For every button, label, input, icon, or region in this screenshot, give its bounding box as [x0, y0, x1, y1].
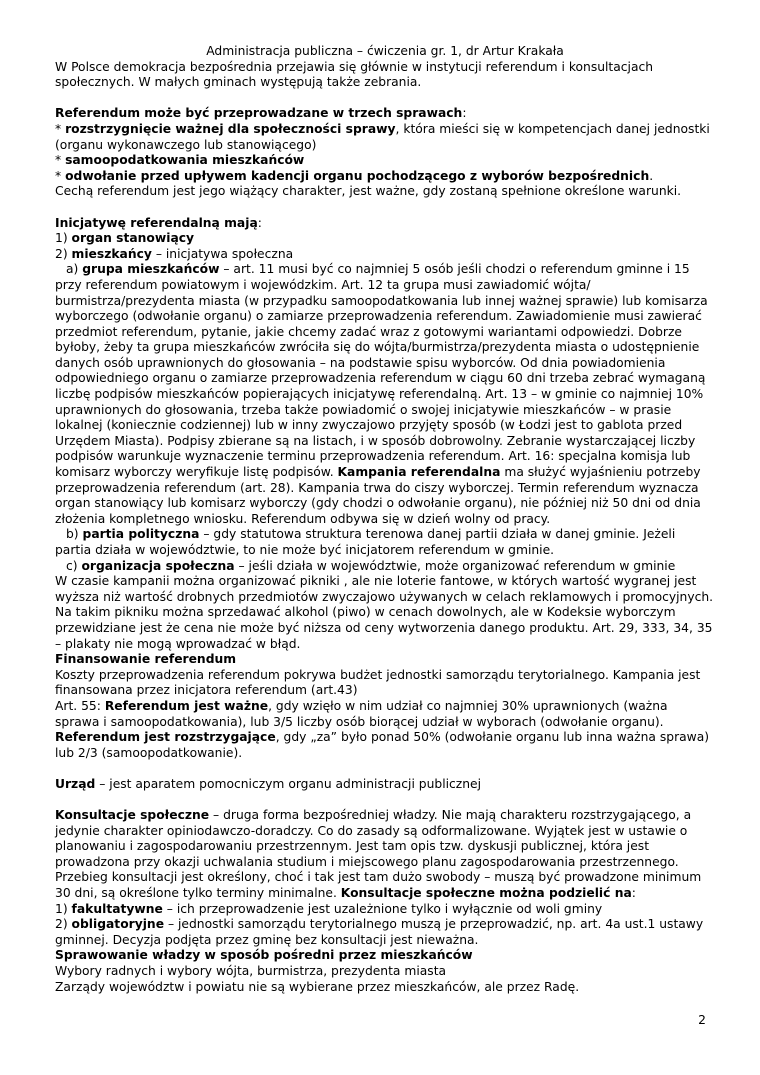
indirect-power-line-1: Wybory radnych i wybory wójta, burmistrza, prezydenta miasta: [55, 964, 447, 979]
indirect-power-heading: Sprawowanie władzy w sposób pośredni przez mieszkańców: [55, 948, 473, 963]
referendum-validity: Art. 55: Referendum jest ważne, gdy wzięło w nim udział co najmniej 30% uprawnionych (ważna sprawa i samoopodatkowania), lub 3/5 liczby osób biorącej udział w wyborach (odwołanie organu).: [55, 698, 668, 729]
consultations-item-2: 2) obligatoryjne – jednostki samorządu terytorialnego muszą je przeprowadzić, np. art. 4a ust.1 ustawy gminnej. Decyzja podjęta przez gminę bez konsultacji jest nieważna.: [55, 917, 704, 947]
document-body: [55, 44, 715, 995]
office-paragraph: Urząd – jest aparatem pomocniczym organu administracji publicznej: [55, 776, 482, 791]
document-header: Administracja publiczna – ćwiczenia gr. 1, dr Artur Krakała: [206, 44, 564, 58]
initiative-heading: Inicjatywę referendalną mają:: [55, 215, 262, 230]
initiative-item-b: b) partia polityczna – gdy statutowa struktura terenowa danej partii działa w danej gminie. Jeżeli partia działa w województwie, to nie może być inicjatorem referendum w gminie.: [55, 527, 676, 557]
referendum-closing: Cechą referendum jest jego wiążący charakter, jest ważne, gdy zostaną spełnione określone warunki.: [55, 184, 682, 199]
campaign-paragraph: W czasie kampanii można organizować pikniki , ale nie loterie fantowe, w których wartość wygranej jest wyższa niż wartość drobnych przedmiotów zwyczajowo używanych w celach reklamowych i promocyjnych. Na takim pikniku można sprzedawać alkohol (piwo) w cenach dowolnych, ale w Kodeksie wyborczym przewidziane jest że cena nie może być niższa od ceny wytworzenia danego produktu. Art. 29, 333, 34, 35 – plakaty nie mogą wprowadzać w błąd.: [55, 574, 714, 651]
referendum-matter-1: * rozstrzygnięcie ważnej dla społeczności sprawy, która mieści się w kompetencjach danej jednostki (organu wykonawczego lub stanowiącego): [55, 121, 710, 152]
consultations-item-1: 1) fakultatywne – ich przeprowadzenie jest uzależnione tylko i wyłącznie od woli gminy: [55, 901, 603, 916]
financing-heading: Finansowanie referendum: [55, 652, 237, 667]
spacer: [55, 200, 715, 216]
referendum-matters-heading: Referendum może być przeprowadzane w trzech sprawach:: [55, 106, 467, 121]
financing-paragraph: Koszty przeprowadzenia referendum pokrywa budżet jednostki samorządu terytorialnego. Kampania jest finansowana przez inicjatora referendum (art.43): [55, 667, 701, 698]
referendum-matter-2: * samoopodatkowania mieszkańców: [55, 153, 305, 168]
initiative-item-c: c) organizacja społeczna – jeśli działa w województwie, może organizować referendum w gminie: [66, 558, 676, 573]
referendum-matter-3: * odwołanie przed upływem kadencji organu pochodzącego z wyborów bezpośrednich.: [55, 168, 654, 183]
initiative-item-1: 1) organ stanowiący: [55, 231, 195, 246]
initiative-item-a: a) grupa mieszkańców – art. 11 musi być co najmniej 5 osób jeśli chodzi o referendum gminne i 15 przy referendum powiatowym i wojewódzkim. Art. 12 ta grupa musi zawiadomić wójta/ burmistrza/prezydenta miasta (w przypadku samoopodatkowania lub innej ważnej sprawie) lub komisarza wyborczego (odwołanie organu) o zamiarze przeprowadzenia referendum. Zawiadomienie musi zawierać przedmiot referendum, pytanie, jakie chcemy zadać wraz z gotowymi wariantami odpowiedzi. Dobrze byłoby, żeby ta grupa mieszkańców zwróciła się do wójta/burmistrza/prezydenta miasta o udostępnienie danych osób uprawnionych do głosowania – na podstawie spisu wyborców. Od dnia powiadomienia odpowiedniego organu o zamiarze przeprowadzenia referendum w ciągu 60 dni trzeba zebrać wymaganą liczbę podpisów mieszkańców popierających inicjatywę referendalną. Art. 13 – w gminie co najmniej 10% uprawnionych do głosowania, trzeba także powiadomić o swojej inicjatywie mieszkańców – w prasie lokalnej (koniecznie codziennej) lub w inny zwyczajowo przyjęty sposób (w Łodzi jest to gablota przed Urzędem Miasta). Podpisy zbierane są na listach, i w sposób dobrowolny. Zebranie wystarczającej liczby podpisów warunkuje wyznaczenie terminu przeprowadzenia referendum. Art. 16: specjalna komisja lub komisarz wyborczy weryfikuje listę podpisów. Kampania referendalna ma służyć wyjaśnieniu potrzeby przeprowadzenia referendum (art. 28). Kampania trwa do ciszy wyborczej. Termin referendum wyznacza organ stanowiący lub komisarz wyborczy (gdy chodzi o odwołanie organu), nie później niż 50 dni od dnia złożenia kompletnego wniosku. Referendum odbywa się w dzień wolny od pracy.: [55, 262, 708, 526]
indirect-power-line-2: Zarządy województw i powiatu nie są wybierane przez mieszkańców, ale przez Radę.: [55, 979, 580, 994]
initiative-item-2: 2) mieszkańcy – inicjatywa społeczna: [55, 246, 294, 261]
spacer: [55, 793, 715, 809]
intro-paragraph: W Polsce demokracja bezpośrednia przejawia się głównie w instytucji referendum i konsultacjach społecznych. W małych gminach występują także zebrania.: [55, 59, 654, 90]
spacer: [55, 91, 715, 107]
page-number: 2: [698, 1013, 706, 1027]
referendum-decisiveness: Referendum jest rozstrzygające, gdy „za” było ponad 50% (odwołanie organu lub inna ważna sprawa) lub 2/3 (samoopodatkowanie).: [55, 730, 710, 760]
consultations-paragraph: Konsultacje społeczne – druga forma bezpośredniej władzy. Nie mają charakteru rozstrzygającego, a jedynie charakter opiniodawczo-doradczy. Co do zasady są odformalizowane. Wyjątek jest w ustawie o planowaniu i zagospodarowaniu przestrzennym. Jest tam opis tzw. dyskusji publicznej, która jest prowadzona przy okazji uchwalania studium i miejscowego planu zagospodarowania przestrzennego. Przebieg konsultacji jest określony, choć i tak jest tam dużo swobody – muszą być prowadzone minimum 30 dni, są określone tylko terminy minimalne. Konsultacje społeczne można podzielić na:: [55, 808, 702, 901]
spacer: [55, 761, 715, 777]
